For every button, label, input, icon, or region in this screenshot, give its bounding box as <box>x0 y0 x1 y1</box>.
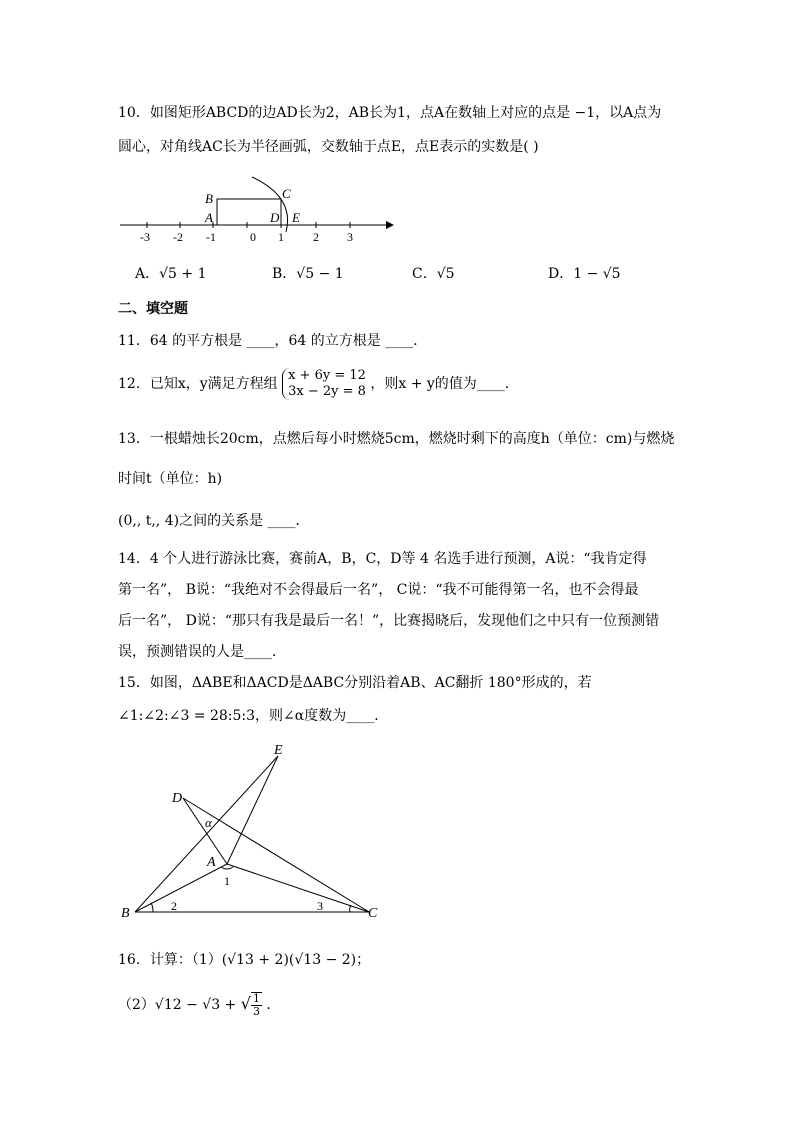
q16-fraction <box>251 992 262 1018</box>
tick-label: -1 <box>206 230 216 244</box>
fig15-label-E: E <box>274 743 283 758</box>
fig10-label-A: A <box>205 210 213 225</box>
fig10-label-E: E <box>292 210 300 225</box>
q13-line1: 13．一根蜡烛长20cm，点燃后每小时燃烧5cm，燃烧时剩下的高度h（单位：cm)与燃烧 <box>118 431 675 447</box>
fig15-label-1: 1 <box>224 874 230 888</box>
fig15-label-C: C <box>368 906 378 921</box>
q12-pre: 12．已知x，y满足方程组 <box>118 376 278 392</box>
fig15-label-B: B <box>121 906 130 921</box>
triangle-figure <box>115 740 390 925</box>
sqrt-icon: √ <box>240 994 251 1013</box>
q14-line4: 误，预测错误的人是____． <box>118 644 286 660</box>
tick-label: 3 <box>347 230 353 244</box>
fig10-label-D: D <box>270 210 280 225</box>
q16-line2-post: ． <box>266 997 281 1013</box>
q10-option-b: B．√5 − 1 <box>272 266 344 282</box>
q12-line <box>118 368 519 400</box>
q13-line3: (0,, t,, 4)之间的关系是 ____． <box>118 513 310 529</box>
q10-line2: 圆心，对角线AC长为半径画弧，交数轴于点E，点E表示的实数是( ) <box>118 139 539 155</box>
fig15-label-3: 3 <box>317 899 323 913</box>
fig15-label-2: 2 <box>171 899 177 913</box>
q16-line1: 16．计算：（1）(√13 + 2)(√13 − 2)； <box>118 952 371 968</box>
section-heading: 二、填空题 <box>118 301 188 317</box>
fig15-label-D: D <box>172 791 183 806</box>
q14-line2: 第一名”， B说：“我绝对不会得最后一名”， C说：“我不可能得第一名，也不会得最 <box>118 582 639 598</box>
q14-line3: 后一名”， D说：“那只有我是最后一名！”，比赛揭晓后，发现他们之中只有一位预测错 <box>118 613 660 629</box>
q15-line1: 15．如图，ΔABE和ΔACD是ΔABC分别沿着AB、AC翻折 180°形成的，若 <box>118 675 592 691</box>
q12-eq2: 3x − 2y = 8 <box>288 384 366 399</box>
fig10-label-B: B <box>205 191 213 206</box>
q16-line2-pre: （2）√12 − √3 + <box>118 997 237 1013</box>
q16-frac-den: 3 <box>252 1005 260 1018</box>
q11-text: 11．64 的平方根是 ____，64 的立方根是 ____． <box>118 333 428 349</box>
q15-line2: ∠1:∠2:∠3 = 28:5:3，则∠α度数为____． <box>118 708 389 724</box>
q10-option-d: D．1 − √5 <box>548 266 621 282</box>
q12-post: ，则x + y的值为____． <box>370 376 519 392</box>
number-line-figure <box>110 172 400 247</box>
tick-label: -3 <box>140 230 150 244</box>
q10-line1: 10．如图矩形ABCD的边AD长为2，AB长为1，点A在数轴上对应的点是 −1，以A点为 <box>118 105 662 121</box>
tick-label: 2 <box>313 230 319 244</box>
q12-eq1: x + 6y = 12 <box>288 368 366 383</box>
fig15-label-A: A <box>207 855 216 870</box>
q16-line2 <box>118 990 280 1019</box>
fig15-label-alpha: α <box>205 815 212 830</box>
equation-system <box>282 368 366 400</box>
tick-label: 0 <box>250 230 256 244</box>
q16-frac-num: 1 <box>252 992 260 1005</box>
q10-option-c: C．√5 <box>412 266 455 282</box>
q13-line2: 时间t（单位：h) <box>118 471 223 487</box>
tick-label: 1 <box>278 230 284 244</box>
tick-label: -2 <box>173 230 183 244</box>
fig10-label-C: C <box>282 186 291 201</box>
q10-option-a: A．√5 + 1 <box>135 266 207 282</box>
q14-line1: 14．4 个人进行游泳比赛，赛前A，B，C，D等 4 名选手进行预测，A说：“我肯定得 <box>118 551 647 567</box>
